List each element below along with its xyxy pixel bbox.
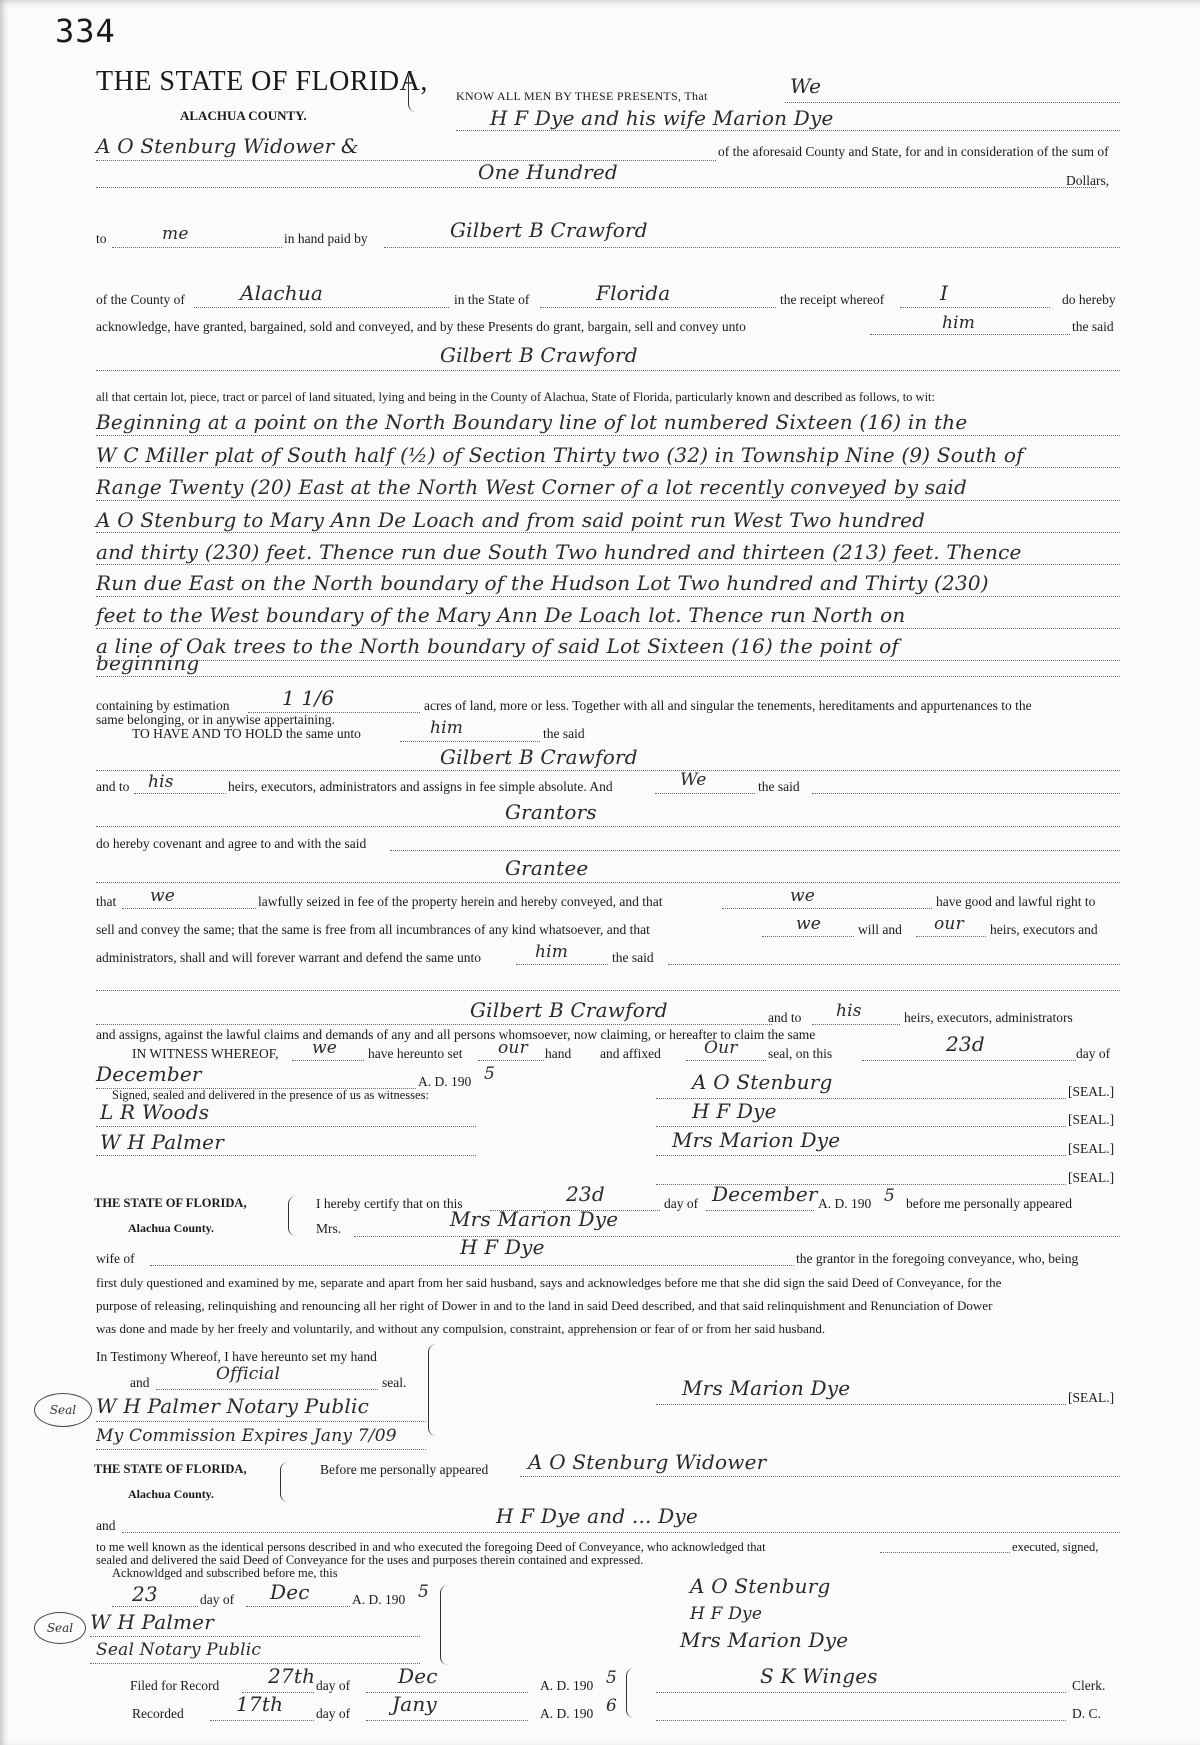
ack1-mrs-name: Mrs Marion Dye — [450, 1207, 619, 1231]
rule-ack2-appeared — [520, 1476, 1120, 1477]
ack2-and: and — [96, 1518, 116, 1533]
dollars-label: Dollars, — [1066, 173, 1110, 188]
rule-covenant — [390, 850, 1120, 851]
rule-his-2 — [812, 1024, 900, 1025]
county-heading: ALACHUA COUNTY. — [180, 108, 307, 123]
rule-witness-1 — [96, 1126, 476, 1127]
header-brace — [408, 70, 417, 112]
recorded-day-of: day of — [316, 1706, 351, 1721]
day-of-1: day of — [1076, 1046, 1111, 1061]
ack1-day: 23d — [566, 1182, 605, 1206]
right-text: have good and lawful right to — [936, 894, 1096, 909]
witness-ad: A. D. 190 — [418, 1074, 472, 1089]
notary-seal-stamp-2 — [34, 1612, 86, 1644]
rule-desc-5 — [96, 564, 1120, 565]
rule-grantors — [456, 130, 1120, 131]
rule-unto — [870, 334, 1070, 335]
rule-grantee — [96, 370, 1120, 371]
rule-grantee-2 — [96, 770, 1120, 771]
grantee-name: Gilbert B Crawford — [440, 343, 638, 367]
state-of-label: in the State of — [454, 292, 530, 307]
rule-desc-7 — [96, 628, 1120, 629]
grantee-name-2: Gilbert B Crawford — [440, 745, 638, 769]
ack2-county: Alachua County. — [128, 1487, 215, 1501]
filed-day: 27th — [268, 1664, 316, 1688]
ack1-year: 5 — [884, 1186, 896, 1206]
have-set: have hereunto set — [368, 1046, 463, 1061]
ack2-and-names: H F Dye and ... Dye — [496, 1504, 698, 1528]
witness-our-2: Our — [704, 1038, 738, 1058]
clerk-label: Clerk. — [1072, 1678, 1106, 1693]
notary-name-1: W H Palmer Notary Public — [96, 1394, 369, 1418]
recorded-label: Recorded — [132, 1706, 184, 1721]
ack1-husband: H F Dye — [460, 1235, 545, 1259]
acres-value: 1 1/6 — [282, 686, 335, 710]
hand-label: hand — [545, 1046, 572, 1061]
ack2-subscribed: Acknowldged and subscribed before me, this — [112, 1566, 338, 1580]
we-value: We — [680, 770, 707, 790]
testimony-brace — [428, 1344, 439, 1436]
recorded-ad: A. D. 190 — [540, 1706, 594, 1721]
rule-blank-1 — [96, 990, 1120, 991]
rule-desc-4 — [96, 532, 1120, 533]
rule-ack1-month — [706, 1210, 814, 1211]
rule-we — [655, 793, 755, 794]
ack1-body-1: first duly questioned and examined by me, separate and apart from her said husband, says and acknowledges before me that she did sign the said Deed of Conveyance, for the — [96, 1275, 1002, 1290]
ack1-county: Alachua County. — [128, 1221, 215, 1235]
ack1-grantor: the grantor in the foregoing conveyance, who, being — [796, 1251, 1079, 1266]
rule-filed-month — [366, 1692, 528, 1693]
county-of-label: of the County of — [96, 292, 185, 307]
grantee-label: Grantee — [505, 856, 589, 880]
rule-witness-2 — [96, 1155, 476, 1156]
rule-official — [156, 1389, 378, 1390]
description-intro: all that certain lot, piece, tract or parcel of land situated, lying and being in the County of Alachua, State of Florida, particularly known and described as follows, to wit: — [96, 390, 936, 404]
signature-3: Mrs Marion Dye — [672, 1128, 841, 1152]
rule-ack1-husband — [150, 1265, 794, 1266]
rule-ack2-who — [880, 1552, 1010, 1553]
desc-line-3: Range Twenty (20) East at the North West Corner of a lot recently conveyed by said — [96, 475, 967, 499]
the-said-2: the said — [543, 726, 585, 741]
ack2-sig-2: H F Dye — [690, 1604, 763, 1624]
seal-on: seal, on this — [768, 1046, 833, 1061]
seal-1: [SEAL.] — [1068, 1084, 1115, 1099]
filed-month: Dec — [398, 1664, 438, 1688]
desc-line-6: Run due East on the North boundary of the Hudson Lot Two hundred and Thirty (230) — [96, 571, 989, 595]
covenant-text: do hereby covenant and agree to and with the said — [96, 836, 367, 851]
county-value: Alachua — [240, 281, 324, 305]
rule-said-4 — [668, 964, 1120, 965]
ack2-month: Dec — [270, 1580, 310, 1604]
rule-ack2-and — [122, 1532, 1120, 1533]
grantors-we: We — [790, 74, 822, 98]
clerk-name: S K Winges — [760, 1664, 878, 1688]
filing-brace — [626, 1668, 635, 1718]
filed-year: 5 — [606, 1668, 618, 1688]
his-value-2: his — [836, 1001, 862, 1021]
to-label: to — [96, 231, 107, 246]
rule-ack2-notary — [90, 1636, 420, 1637]
stamp-label-1: Seal — [49, 1403, 77, 1417]
ack1-certify: I hereby certify that on this — [316, 1196, 463, 1211]
rule-desc-3 — [96, 500, 1120, 501]
witness-month: December — [96, 1062, 202, 1086]
rule-desc-2 — [96, 467, 1120, 468]
rule-recorded-month — [366, 1720, 528, 1721]
unto-value: him — [942, 313, 976, 333]
recorded-year: 6 — [606, 1696, 618, 1716]
commission-text: My Commission Expires Jany 7/09 — [96, 1426, 397, 1446]
ack1-before: before me personally appeared — [906, 1196, 1073, 1211]
seized-we: we — [790, 886, 816, 906]
stamp-label-2: Seal — [46, 1621, 74, 1635]
witness-year: 5 — [484, 1064, 496, 1084]
grantors-label: Grantors — [505, 800, 597, 824]
seal-3: [SEAL.] — [1068, 1141, 1115, 1156]
rule-line3 — [96, 160, 716, 161]
rule-said-3 — [812, 793, 1120, 794]
desc-line-2: W C Miller plat of South half (½) of Section Thirty two (32) in Township Nine (9) South of — [96, 443, 1024, 467]
containing-rest: acres of land, more or less. Together with all and singular the tenements, hereditaments and appurtenances to the — [424, 698, 1032, 713]
rule-state — [540, 307, 776, 308]
ack2-executed: executed, signed, — [1012, 1540, 1099, 1554]
ack1-month: December — [712, 1182, 818, 1206]
ack2-before: Before me personally appeared — [320, 1462, 489, 1477]
ack1-body-3: was done and made by her freely and voluntarily, and without any compulsion, constraint, apprehension or fear of or from her said husband. — [96, 1321, 826, 1336]
notary-seal-stamp-1 — [34, 1393, 92, 1427]
witness-we: we — [312, 1038, 338, 1058]
state-heading: THE STATE OF FLORIDA, — [96, 66, 428, 97]
ack2-sign-brace — [440, 1585, 449, 1665]
same-belonging: same belonging, or in anywise appertaining. — [96, 712, 335, 727]
and-to-2: and to — [768, 1010, 802, 1025]
receipt-label: the receipt whereof — [780, 292, 885, 307]
the-said-4: the said — [612, 950, 654, 965]
desc-line-9: beginning — [96, 651, 200, 675]
ack1-ad: A. D. 190 — [818, 1196, 872, 1211]
desc-line-7: feet to the West boundary of the Mary Ann De Loach lot. Thence run North on — [96, 603, 906, 627]
that-we: we — [150, 886, 176, 906]
amount: One Hundred — [478, 160, 618, 184]
rule-have-unto — [400, 741, 540, 742]
desc-line-8: a line of Oak trees to the North boundary of said Lot Sixteen (16) the point of — [96, 634, 899, 658]
rule-witness-we — [292, 1060, 364, 1061]
do-hereby: do hereby — [1062, 292, 1116, 307]
know-all-text: KNOW ALL MEN BY THESE PRESENTS, That — [456, 89, 708, 103]
rule-grantors-2 — [96, 826, 1120, 827]
heirs-3: heirs, executors, administrators — [904, 1010, 1073, 1025]
witness-label: IN WITNESS WHEREOF, — [132, 1046, 279, 1061]
ack2-body-1: to me well known as the identical persons described in and who executed the foregoing Deed of Conveyance, who acknowledged that — [96, 1540, 766, 1554]
ack2-year: 5 — [418, 1582, 430, 1602]
rule-ack1-sig — [656, 1404, 1066, 1405]
rule-ack2-day — [112, 1606, 198, 1607]
ack1-body-2: purpose of releasing, relinquishing and renouncing all her right of Dower in and to the land in said Deed described, and that said relinquishment and Renunciation of Dower — [96, 1298, 993, 1313]
dc-label: D. C. — [1072, 1706, 1101, 1721]
ack1-signature: Mrs Marion Dye — [682, 1376, 851, 1400]
witness-our: our — [498, 1038, 528, 1058]
rule-to — [112, 247, 282, 248]
admins-him: him — [535, 942, 569, 962]
ack2-brace — [280, 1462, 289, 1502]
ack2-state: THE STATE OF FLORIDA, — [94, 1462, 247, 1476]
ack1-day-of: day of — [664, 1196, 699, 1211]
witness-1: L R Woods — [100, 1100, 210, 1124]
our-value: our — [934, 914, 964, 934]
ack2-sig-1: A O Stenburg — [690, 1574, 831, 1598]
will-and: will and — [858, 922, 902, 937]
official-value: Official — [216, 1364, 281, 1384]
grantor-stenburg: A O Stenburg Widower & — [96, 134, 359, 158]
rule-desc-8 — [96, 660, 1120, 661]
have-unto-value: him — [430, 718, 464, 738]
ack2-day-of: day of — [200, 1592, 235, 1607]
ack2-appeared: A O Stenburg Widower — [528, 1450, 767, 1474]
witness-day: 23d — [946, 1032, 985, 1056]
rule-admins-him — [516, 964, 608, 965]
recorded-day: 17th — [236, 1692, 284, 1716]
rule-amount — [96, 187, 1096, 188]
filed-ad: A. D. 190 — [540, 1678, 594, 1693]
page-number: 334 — [55, 12, 116, 50]
state-value: Florida — [596, 281, 671, 305]
signature-1: A O Stenburg — [692, 1070, 833, 1094]
testimony-text: In Testimony Whereof, I have hereunto set my hand — [96, 1349, 377, 1364]
rule-witness-our — [478, 1060, 544, 1061]
rule-receipt — [900, 307, 1050, 308]
rule-ack2-notary-2 — [90, 1663, 420, 1664]
rule-recorded-day — [210, 1720, 314, 1721]
grantors-names: H F Dye and his wife Marion Dye — [490, 106, 834, 130]
filed-day-of: day of — [316, 1678, 351, 1693]
rule-sig-3 — [656, 1155, 1066, 1156]
acknowledge-text: acknowledge, have granted, bargained, sold and conveyed, and by these Presents do grant, bargain, sell and convey unto — [96, 319, 746, 334]
heirs-text: heirs, executors, administrators and assigns in fee simple absolute. And — [228, 779, 613, 794]
his-value-1: his — [148, 772, 174, 792]
ack2-notary-2: Seal Notary Public — [96, 1640, 262, 1660]
rule-grantee-4 — [96, 1024, 772, 1025]
rule-witness-our2 — [686, 1060, 766, 1061]
rule-payer — [384, 247, 1120, 248]
admins-text: administrators, shall and will forever warrant and defend the same unto — [96, 950, 482, 965]
ack2-sig-3: Mrs Marion Dye — [680, 1628, 849, 1652]
ack1-wife-of: wife of — [96, 1251, 135, 1266]
recorded-month: Jany — [392, 1692, 437, 1716]
ack2-notary: W H Palmer — [90, 1610, 214, 1634]
ack1-mrs-label: Mrs. — [316, 1221, 342, 1236]
desc-line-4: A O Stenburg to Mary Ann De Loach and from said point run West Two hundred — [96, 508, 926, 532]
rule-witness-day — [862, 1060, 1076, 1061]
desc-line-5: and thirty (230) feet. Thence run due South Two hundred and thirteen (213) feet. Thence — [96, 540, 1022, 564]
heirs-exec: heirs, executors and — [990, 922, 1098, 937]
testimony-seal: seal. — [382, 1375, 407, 1390]
grantee-name-4: Gilbert B Crawford — [470, 998, 668, 1022]
consideration-text: of the aforesaid County and State, for and in consideration of the sum of — [718, 144, 1109, 159]
ack1-brace — [288, 1196, 297, 1236]
ack1-state: THE STATE OF FLORIDA, — [94, 1196, 247, 1210]
rule-ack2-month — [246, 1606, 350, 1607]
ack2-day: 23 — [132, 1582, 158, 1606]
filed-label: Filed for Record — [130, 1678, 220, 1693]
rule-desc-9 — [96, 676, 1120, 677]
rule-sell-we — [762, 936, 854, 937]
rule-desc-1 — [96, 435, 1120, 436]
assigns-text: and assigns, against the lawful claims and demands of any and all persons whomsoever, now claiming, or hereafter to claim the same — [96, 1027, 816, 1042]
the-said-1: the said — [1072, 319, 1114, 334]
seal-4: [SEAL.] — [1068, 1170, 1115, 1185]
rule-sig-2 — [656, 1126, 1066, 1127]
to-value: me — [162, 224, 189, 244]
sell-we: we — [796, 914, 822, 934]
testimony-and: and — [130, 1375, 150, 1390]
rule-desc-6 — [96, 596, 1120, 597]
rule-his-1 — [134, 793, 226, 794]
rule-know — [785, 102, 1120, 103]
desc-line-1: Beginning at a point on the North Boundary line of lot numbered Sixteen (16) in the — [96, 410, 968, 434]
the-said-3: the said — [758, 779, 800, 794]
witness-2: W H Palmer — [100, 1130, 224, 1154]
containing-label: containing by estimation — [96, 698, 230, 713]
rule-seized-we — [722, 908, 932, 909]
signed-text: Signed, sealed and delivered in the presence of us as witnesses: — [112, 1088, 429, 1102]
seal-2: [SEAL.] — [1068, 1112, 1115, 1127]
payer-name: Gilbert B Crawford — [450, 218, 648, 242]
paid-by-label: in hand paid by — [284, 231, 368, 246]
rule-commission — [96, 1449, 426, 1450]
ack2-ad: A. D. 190 — [352, 1592, 406, 1607]
that-label: that — [96, 894, 117, 909]
rule-notary-1 — [96, 1421, 426, 1422]
rule-our — [916, 936, 986, 937]
signature-2: H F Dye — [692, 1099, 777, 1123]
seized-text: lawfully seized in fee of the property herein and hereby conveyed, and that — [258, 894, 663, 909]
ack1-seal: [SEAL.] — [1068, 1390, 1115, 1405]
rule-clerk — [656, 1692, 1066, 1693]
rule-county — [194, 307, 449, 308]
rule-grantee-3 — [96, 882, 1120, 883]
and-to-1: and to — [96, 779, 130, 794]
ack2-body-2: sealed and delivered the said Deed of Conveyance for the uses and purposes therein contained and expressed. — [96, 1553, 644, 1567]
receipt-value: I — [940, 281, 949, 305]
have-and-hold: TO HAVE AND TO HOLD the same unto — [132, 726, 361, 741]
sell-text: sell and convey the same; that the same is free from all incumbrances of any kind whatsoever, and that — [96, 922, 650, 937]
affixed-label: and affixed — [600, 1046, 661, 1061]
rule-dc — [656, 1720, 1066, 1721]
rule-that-we — [122, 908, 256, 909]
